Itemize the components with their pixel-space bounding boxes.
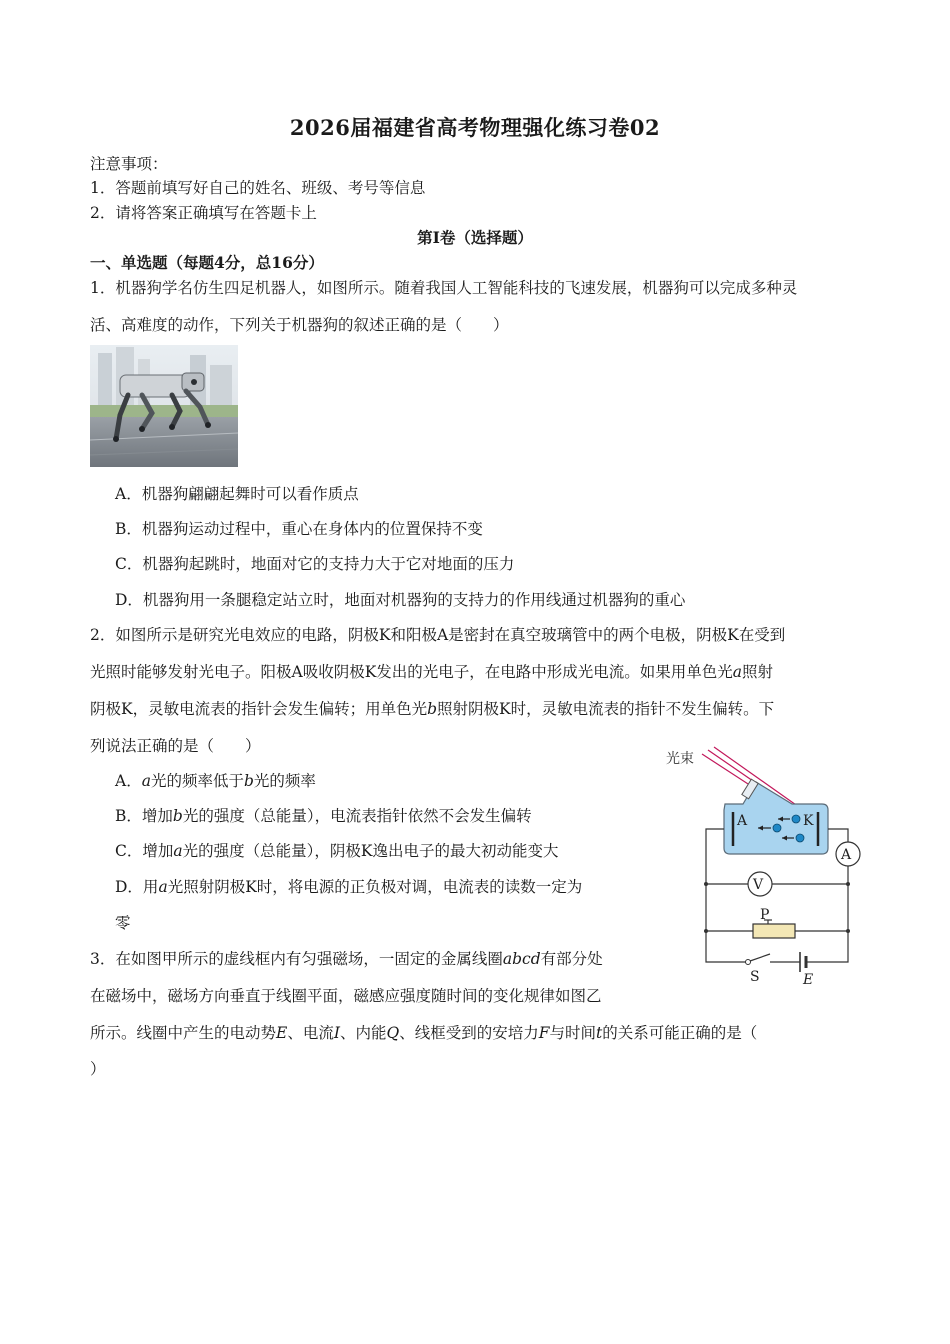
q2-option-d-cont: 零 <box>115 914 131 932</box>
photoelectric-circuit-figure <box>660 742 870 992</box>
section-heading: 一、单选题（每题4分，总16分） <box>90 253 324 272</box>
q2-stem-line1: 2．如图所示是研究光电效应的电路，阴极K和阳极A是密封在真空玻璃管中的两个电极，阴极K在受到 <box>90 626 786 644</box>
q1-stem-line2: 活、高难度的动作，下列关于机器狗的叙述正确的是（ ） <box>90 316 509 334</box>
part-heading: 第I卷（选择题） <box>417 228 533 247</box>
q1-option-a: A．机器狗翩翩起舞时可以看作质点 <box>115 485 359 503</box>
q1-option-c: C．机器狗起跳时，地面对它的支持力大于它对地面的压力 <box>115 555 515 573</box>
wire-right <box>810 866 848 962</box>
voltmeter-label: V <box>753 877 764 893</box>
q2-stem-line3: 阴极K，灵敏电流表的指针会发生偏转；用单色光b照射阴极K时，灵敏电流表的指针不发生偏转。下 <box>90 700 775 718</box>
q2-stem-line2: 光照时能够发射光电子。阳极A吸收阴极K发出的光电子，在电路中形成光电流。如果用单色光a照射 <box>90 663 774 681</box>
q3-stem-line2: 在磁场中，磁场方向垂直于线圈平面，磁感应强度随时间的变化规律如图乙 <box>90 987 602 1005</box>
q1-option-d: D．机器狗用一条腿稳定站立时，地面对机器狗的支持力的作用线通过机器狗的重心 <box>115 591 686 609</box>
q2-stem-line4: 列说法正确的是（ ） <box>90 737 261 755</box>
notice-heading: 注意事项： <box>90 155 168 173</box>
q3-stem-line4: ） <box>90 1060 106 1078</box>
q3-stem-line3: 所示。线圈中产生的电动势E、电流I、内能Q、线框受到的安培力F与时间t的关系可能正确的是（ <box>90 1024 758 1042</box>
switch-terminal <box>746 960 751 965</box>
circuit-diagram <box>660 742 870 992</box>
wire-top-right <box>828 829 848 842</box>
q2-option-b: B．增加b光的强度（总能量），电流表指针依然不会发生偏转 <box>115 807 532 825</box>
cathode-label: K <box>803 813 814 829</box>
robot-dog-image <box>90 345 238 467</box>
q1-stem-line1: 1．机器狗学名仿生四足机器人，如图所示。随着我国人工智能科技的飞速发展，机器狗可以完成多种灵 <box>90 279 798 297</box>
notice-item-2: 2．请将答案正确填写在答题卡上 <box>90 204 317 222</box>
page-title: 2026届福建省高考物理强化练习卷02 <box>289 115 661 140</box>
slider-label: P <box>760 907 770 923</box>
anode-label: A <box>737 813 748 829</box>
q2-option-a: A．a光的频率低于b光的频率 <box>115 772 316 790</box>
switch-blade <box>750 954 770 961</box>
ammeter-label: A <box>841 847 852 863</box>
switch-label: S <box>750 969 760 985</box>
electron-2 <box>773 824 781 832</box>
electron-1 <box>792 815 800 823</box>
q2-option-d: D．用a光照射阴极K时，将电源的正负极对调，电流表的读数一定为 <box>115 878 583 896</box>
q1-option-b: B．机器狗运动过程中，重心在身体内的位置保持不变 <box>115 520 483 538</box>
electron-3 <box>796 834 804 842</box>
emf-label: E <box>803 972 814 988</box>
q2-option-c: C．增加a光的强度（总能量），阴极K逸出电子的最大初动能变大 <box>115 842 559 860</box>
q3-stem-line1: 3．在如图甲所示的虚线框内有匀强磁场，一固定的金属线圈abcd有部分处 <box>90 950 603 968</box>
beam-label: 光束 <box>666 751 694 767</box>
rheostat <box>753 924 795 938</box>
robot-dog-photo <box>90 345 238 467</box>
notice-item-1: 1．答题前填写好自己的姓名、班级、考号等信息 <box>90 179 426 197</box>
